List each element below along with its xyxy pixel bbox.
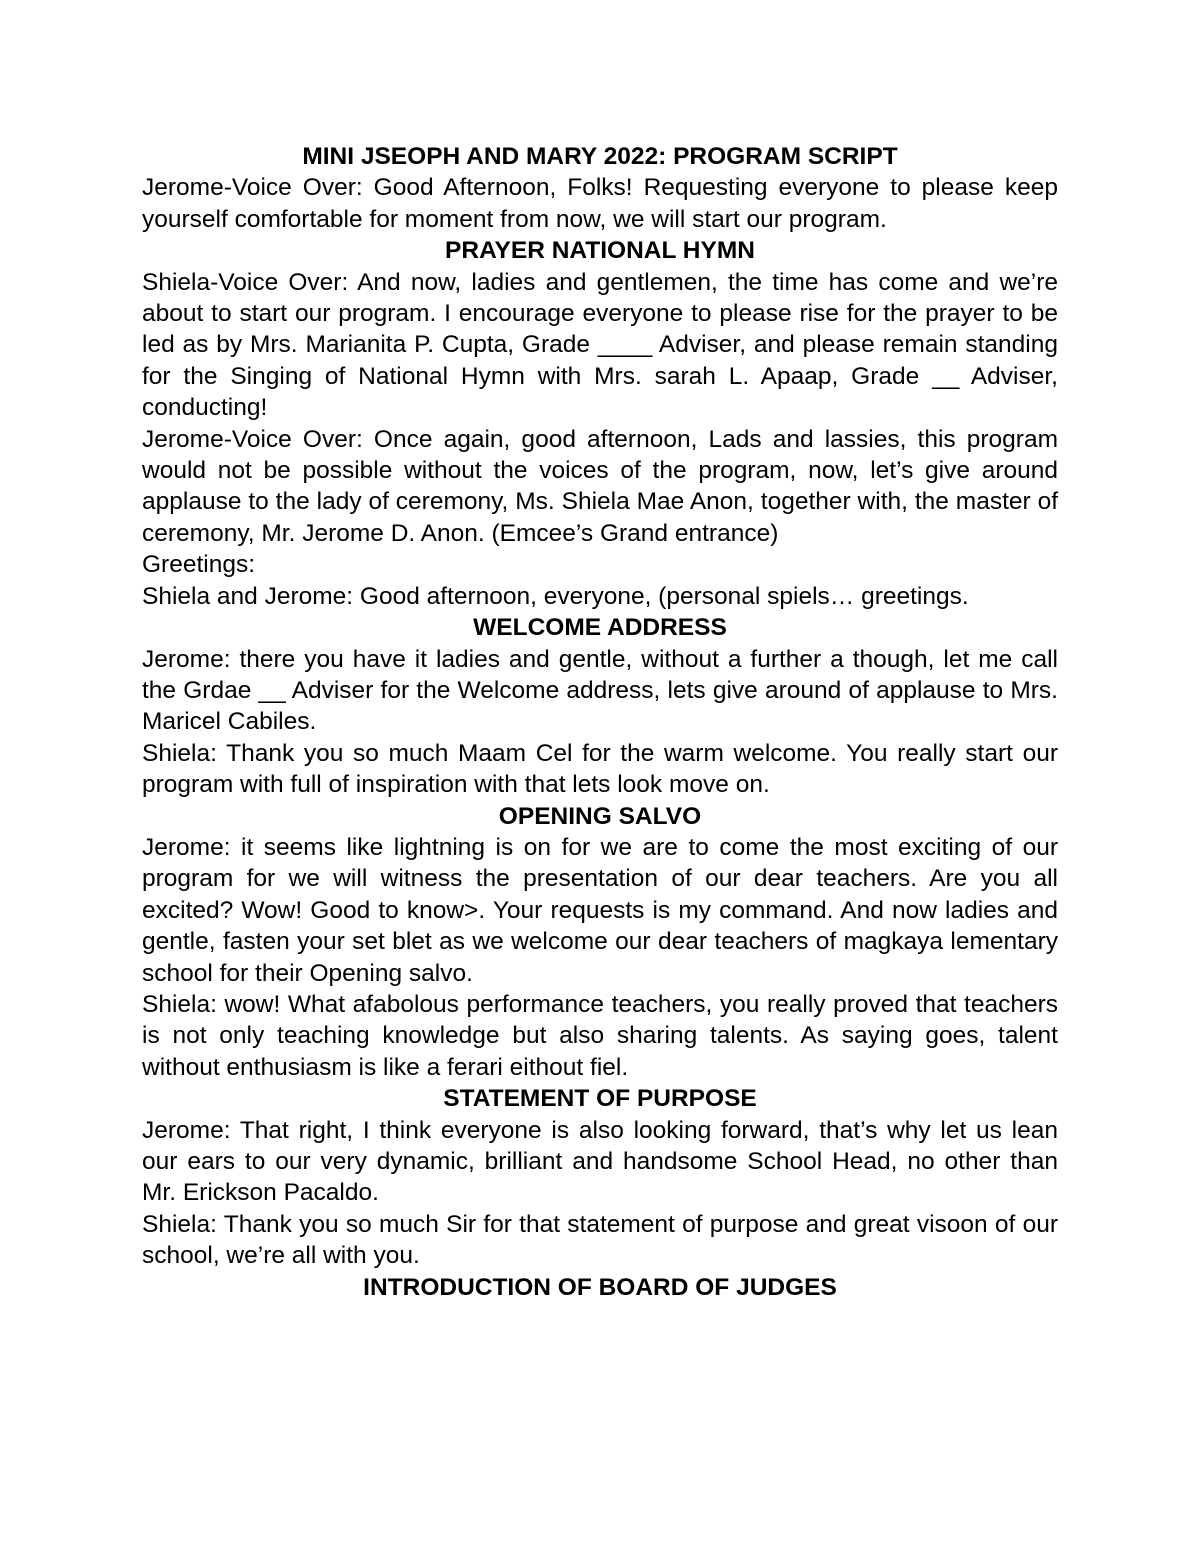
heading-statement-of-purpose: STATEMENT OF PURPOSE [443, 1085, 757, 1113]
paragraph-purpose-intro: Jerome: That right, I think everyone is also looking forward, that’s why let us lean our ears to our very dynamic, brilliant and handsome School Head, no other than Mr. Erickson Pacaldo. [142, 1116, 1058, 1207]
paragraph-purpose-thanks: Shiela: Thank you so much Sir for that statement of purpose and great visoon of our school, we’re all with you. [142, 1210, 1058, 1270]
heading-opening-salvo: OPENING SALVO [498, 802, 702, 830]
paragraph-welcome-call: Jerome: there you have it ladies and gentle, without a further a though, let me call the Grdae __ Adviser for the Welcome address, lets give around of applause to Mrs. Maricel Cabiles. [142, 645, 1058, 736]
paragraph-intro: Jerome-Voice Over: Good Afternoon, Folks! Requesting everyone to please keep yourself comfortable for moment from now, we will start our program. [142, 174, 1058, 233]
paragraph-salvo-intro: Jerome: it seems like lightning is on for we are to come the most exciting of our program for we will witness the presentation of our dear teachers. Are you all excited? Wow! Good to know>. Your requests is my command. And now ladies and gentle, fasten your set blet as we welcome our dear teachers of magkaya lementary school for their Opening salvo. [142, 833, 1058, 987]
paragraph-greetings: Shiela and Jerome: Good afternoon, everyone, (personal spiels… greetings. [142, 582, 969, 610]
document-title: MINI JSEOPH AND MARY 2022: PROGRAM SCRIPT [302, 143, 898, 170]
document-page [142, 141, 1058, 1303]
paragraph-welcome-thanks: Shiela: Thank you so much Maam Cel for the warm welcome. You really start our program with full of inspiration with that lets look move on. [142, 739, 1058, 799]
paragraph-prayer: Shiela-Voice Over: And now, ladies and gentlemen, the time has come and we’re about to start our program. I encourage everyone to please rise for the prayer to be led as by Mrs. Marianita P. Cupta, Grade ____ Adviser, and please remain standing for the Singing of National Hymn with Mrs. sarah L. Apaap, Grade __ Adviser, conducting! [142, 268, 1058, 422]
paragraph-greetings-label: Greetings: [142, 551, 256, 579]
heading-welcome-address: WELCOME ADDRESS [473, 614, 727, 642]
paragraph-emcee-entrance: Jerome-Voice Over: Once again, good afternoon, Lads and lassies, this program would not be possible without the voices of the program, now, let’s give around applause to the lady of ceremony, Ms. Shiela Mae Anon, together with, the master of ceremony, Mr. Jerome D. Anon. (Emcee’s Grand entrance) [142, 425, 1058, 547]
heading-prayer-national-hymn: PRAYER NATIONAL HYMN [445, 237, 755, 265]
paragraph-salvo-thanks: Shiela: wow! What afabolous performance teachers, you really proved that teachers is not only teaching knowledge but also sharing talents. As saying goes, talent without enthusiasm is like a ferari eithout fiel. [142, 990, 1058, 1081]
heading-board-of-judges: INTRODUCTION OF BOARD OF JUDGES [363, 1273, 837, 1301]
